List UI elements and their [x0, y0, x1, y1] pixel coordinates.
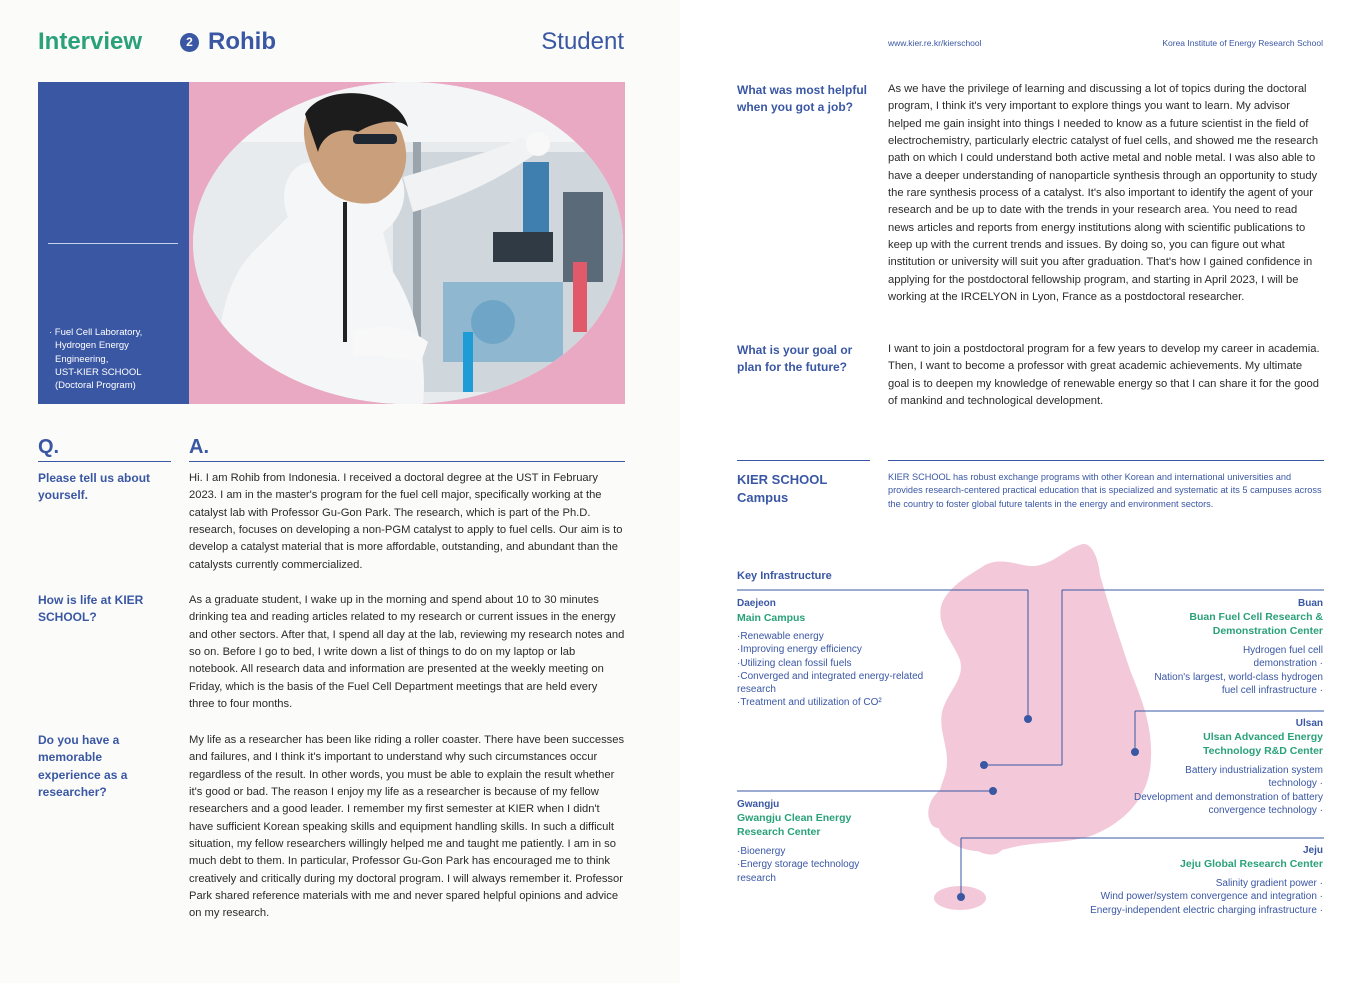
left-page	[0, 0, 680, 983]
list-item: Nation's largest, world-class hydrogen fuel cell infrastructure ·	[1143, 671, 1323, 698]
affiliation-caption	[49, 326, 184, 392]
header-url: www.kier.re.kr/kierschool	[888, 38, 982, 48]
list-item: Energy-independent electric charging infrastructure ·	[1033, 904, 1323, 917]
gwangju-center: Gwangju Clean Energy Research Center	[737, 812, 852, 838]
daejeon-center: Main Campus	[737, 612, 806, 624]
daejeon-list	[737, 630, 927, 710]
buan-list	[1143, 644, 1323, 697]
header-institute: Korea Institute of Energy Research School	[1162, 38, 1323, 48]
question-3: Do you have a memorable experience as a researcher?	[38, 733, 128, 799]
answer-4: As we have the privilege of learning and discussing a lot of topics during the doctoral program, I think it's very important to explore things you want to learn. My advisor helped me gain insight into things I needed to know as a future scientist in the field of electrochemistry, particularly electric catalyst of fuel cells, and showed me the research path on which I could understand both active metal and noble metal. I was also able to have a deeper understanding of nanoparticle synthesis through an opportunity to study the rare synthesis process of a catalyst. It's also important to identify the agent of your research and be up to date with the trends in your research area. You need to read news articles and reports from energy institutions along with scientific publications to keep up with the current trends and issues. By doing so, you can figure out what institution or university will suit you after graduation. That's how I gained confidence in applying for the postdoctoral fellowship program, and starting in April 2023, I will be working at the IRCELYON in Lyon, France as a postdoctoral researcher.	[888, 83, 1319, 304]
interview-title	[38, 28, 624, 60]
caption-panel	[38, 82, 189, 404]
interview-label: Interview	[38, 28, 143, 55]
jeju-list	[1033, 877, 1323, 917]
gwangju-list	[737, 845, 867, 885]
list-item: · Converged and integrated energy-related research	[737, 670, 927, 697]
ulsan-list	[1123, 764, 1323, 817]
q-heading: Q.	[38, 436, 60, 458]
list-item: · Bioenergy	[737, 845, 867, 858]
daejeon-name: Daejeon	[737, 598, 776, 609]
caption-divider	[48, 243, 178, 244]
question-2: How is life at KIER SCHOOL?	[38, 593, 144, 625]
list-item: · Energy storage technology research	[737, 858, 867, 885]
list-item: Hydrogen fuel cell demonstration ·	[1143, 644, 1323, 671]
buan-center: Buan Fuel Cell Research & Demonstration Center	[1189, 611, 1323, 637]
interviewee-name: Rohib	[208, 28, 276, 55]
buan-name: Buan	[1298, 598, 1323, 609]
lab-photo-illustration	[193, 82, 623, 404]
key-infrastructure-title: Key Infrastructure	[737, 570, 832, 582]
caption-line: Hydrogen Energy	[55, 340, 129, 352]
a-heading: A.	[189, 436, 209, 458]
right-page	[680, 0, 1361, 983]
list-item: Wind power/system convergence and integration ·	[1033, 890, 1323, 903]
jeju-name: Jeju	[1302, 845, 1323, 856]
ulsan-center: Ulsan Advanced Energy Technology R&D Center	[1203, 731, 1323, 757]
caption-line: Engineering,	[55, 353, 109, 365]
question-4: What was most helpful when you got a job?	[737, 83, 868, 115]
answer-1: Hi. I am Rohib from Indonesia. I received a doctoral degree at the UST in February 2023. I am in the master's program for the fuel cell major, specifically working at the catalyst lab with Professor Gu-Gon Park. The research, which is part of the Ph.D. research, focuses on developing a non-PGM catalyst to apply to fuel cells. Our aim is to develop a catalyst material that is more affordable, outstanding, and abundant than the catalysts currently commercialized.	[189, 472, 623, 571]
answer-3: My life as a researcher has been like riding a roller coaster. There have been successes and failures, and I think it's important to understand why such circumstances occur regardless of the result. In other words, you must be able to explain the result whether it's good or bad. The reason I enjoy my life as a researcher is because of my fellow researchers and a good leader. I remember my first semester at KIER when I didn't have sufficient Korean speaking skills and equipment handling skills. In such a difficult situation, my fellow researchers willingly helped me and taught me patiently. I am in so much debt to them. In particular, Professor Gu-Gon Park has encouraged me to think creatively and critically during my doctoral program. I will always remember it. Professor Park shared reference materials with me and never spared helpful opinions and advice on my research.	[189, 734, 625, 920]
answer-5: I want to join a postdoctoral program for a few years to develop my career in academia. Then, I want to become a professor with great academic achievements. My ultimate goal is to deepen my knowledge of renewable energy so that I can share it for the good of mankind and technological development.	[888, 343, 1320, 408]
list-item: Salinity gradient power ·	[1033, 877, 1323, 890]
list-item: · Utilizing clean fossil fuels	[737, 657, 927, 670]
question-1: Please tell us about yourself.	[38, 471, 151, 503]
caption-line: UST-KIER SCHOOL	[55, 366, 142, 378]
question-5: What is your goal or plan for the future?	[737, 343, 853, 375]
a-divider	[189, 461, 625, 462]
list-item: · Improving energy efficiency	[737, 643, 927, 656]
gwangju-name: Gwangju	[737, 799, 780, 810]
researcher-photo	[193, 82, 623, 404]
ulsan-name: Ulsan	[1295, 718, 1323, 729]
interviewee-role: Student	[541, 28, 624, 55]
list-item: · Renewable energy	[737, 630, 927, 643]
list-item: Battery industrialization system technology ·	[1123, 764, 1323, 791]
caption-line: (Doctoral Program)	[55, 380, 136, 392]
hero-block	[38, 82, 625, 404]
campus-title: KIER SCHOOL Campus	[737, 472, 828, 505]
caption-line: · Fuel Cell Laboratory,	[49, 327, 143, 338]
list-item: · Treatment and utilization of CO²	[737, 696, 927, 709]
q-divider	[38, 461, 171, 462]
photo-background	[189, 82, 625, 404]
list-item: Development and demonstration of battery convergence technology ·	[1123, 791, 1323, 818]
interview-number-badge: 2	[180, 33, 199, 52]
campus-description: KIER SCHOOL has robust exchange programs with other Korean and international universities and provides research-centered practical education that is specialized and systematic at its 5 campuses across the country to foster global future talents in the energy and environment sectors.	[888, 472, 1322, 509]
jeju-center: Jeju Global Research Center	[1180, 858, 1323, 870]
answer-2: As a graduate student, I wake up in the morning and spend about 10 to 30 minutes drinking tea and reading articles related to my research or current issues in the energy and other sectors. After that, I spend all day at the lab, reviewing my research notes and so on. Before I go to bed, I write down a list of things to do on my laptop or lab notebook. All research data and information are presented at the weekly meeting on Friday, which is the basis of the Fuel Cell Department meetings that are held every three to four months.	[189, 594, 625, 711]
